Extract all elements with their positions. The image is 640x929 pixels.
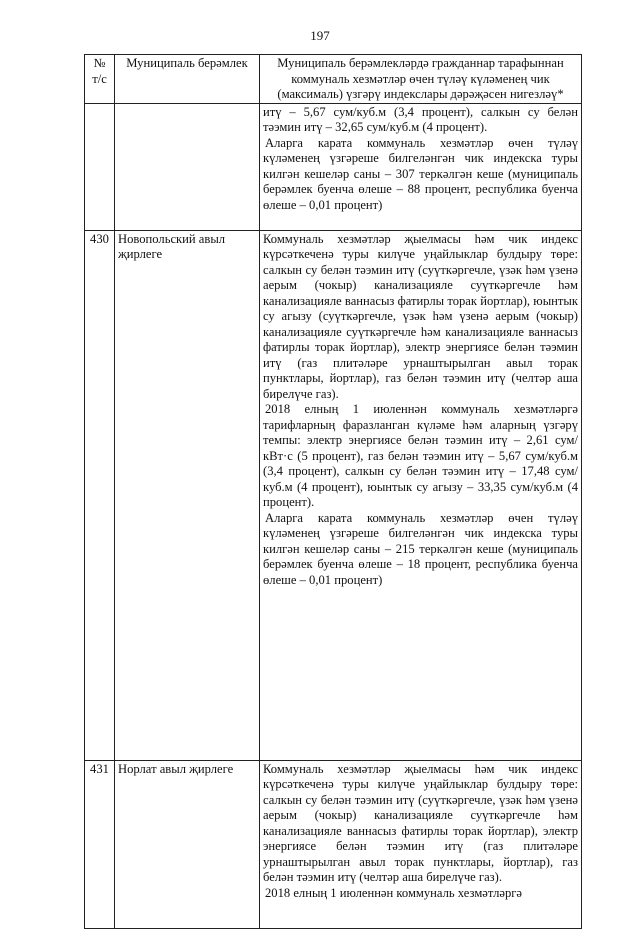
paragraph: Аларга карата коммуналь хезмәтләр өчен түләү күләменең үзгәреше билгеләнгән чик индекска туры килгән кешеләр саны – 307 теркәлгән кеше (муниципаль берәмлек буенча өлеше – 88 процент, республика буенча өлеше – 0,01 процент) [263, 135, 578, 212]
row-municipality [115, 103, 260, 230]
row-justification [260, 760, 582, 928]
paragraph: Аларга карата коммуналь хезмәтләр өчен түләү күләменең үзгәреше билгеләнгән чик индекска туры килгән кешеләр саны – 215 теркәлгән кеше (муниципаль берәмлек буенча өлеше – 18 процент, республика буенча өлеше – 0,01 процент) [263, 510, 578, 587]
paragraph: Коммуналь хезмәтләр җыелмасы һәм чик индекс күрсәткеченә туры килүче уңайлыклар булдыру төре: салкын су белән тәэмин итү (суүткәргечле, үзәк һәм үзенә аерым (чокыр) канализацияле суүткәргечле һәм канализацияле ваннасыз фатирлы торак йортлар), юынтык су агызу (суүткәргечле, үзәк һәм үзенә аерым (чокыр) канализацияле суүткәргечле һәм канализацияле ваннасыз фатирлы торак йортлар), электр энергиясе белән тәэмин итү (газ плитәләре урнаштырылган авыл торак пунктлары, йортлар), газ белән тәэмин итү (челтәр аша бирелүче газ). [263, 231, 578, 401]
paragraph: 2018 елның 1 июленнән коммуналь хезмәтләргә тарифларның фаразланган күләме һәм аларның үзгәрү темпы: электр энергиясе белән тәэмин итү – 2,61 сум/кВт·с (5 процент), газ белән тәэмин итү – 5,67 сум/куб.м (3,4 процент), салкын су белән тәэмин итү – 17,48 сум/куб.м (4 процент), юынтык су агызу – 33,35 сум/куб.м (4 процент). [263, 402, 578, 509]
page-number: 197 [310, 28, 330, 43]
paragraph: 2018 елның 1 июленнән коммуналь хезмәтләргә [265, 885, 522, 900]
row-municipality: Норлат авыл җирлеге [115, 760, 260, 928]
table-row [85, 760, 582, 928]
table-row [85, 103, 582, 230]
row-justification [260, 230, 582, 760]
table-header-row [85, 55, 582, 104]
table-row [85, 230, 582, 760]
header-municipality: Муниципаль берәмлек [115, 55, 260, 104]
paragraph: итү – 5,67 сум/куб.м (3,4 процент), салкын су белән тәэмин итү – 32,65 сум/куб.м (4 процент). [263, 104, 578, 134]
row-number [85, 103, 115, 230]
tariff-table [84, 54, 582, 929]
row-number: 431 [85, 760, 115, 928]
header-number: № т/с [85, 55, 115, 104]
header-justification: Муниципаль берәмлекләрдә гражданнар тарафыннан коммуналь хезмәтләр өчен түләү күләменең чик (максималь) үзгәрү индекслары дәрәҗәсен нигезләү* [260, 55, 582, 104]
paragraph: Коммуналь хезмәтләр җыелмасы һәм чик индекс күрсәткеченә туры килүче уңайлыклар булдыру төре: салкын су белән тәэмин итү (суүткәргечле, үзәк һәм үзенә аерым (чокыр) канализацияле суүткәргечле һәм канализацияле ваннасыз фатирлы торак йортлар), электр энергиясе белән тәэмин итү (газ плитәләре урнаштырылган авыл торак пунктлары, йортлар), газ белән тәэмин итү (челтәр аша бирелүче газ). [263, 761, 578, 884]
row-justification [260, 103, 582, 230]
row-municipality: Новопольский авыл җирлеге [115, 230, 260, 760]
row-number: 430 [85, 230, 115, 760]
